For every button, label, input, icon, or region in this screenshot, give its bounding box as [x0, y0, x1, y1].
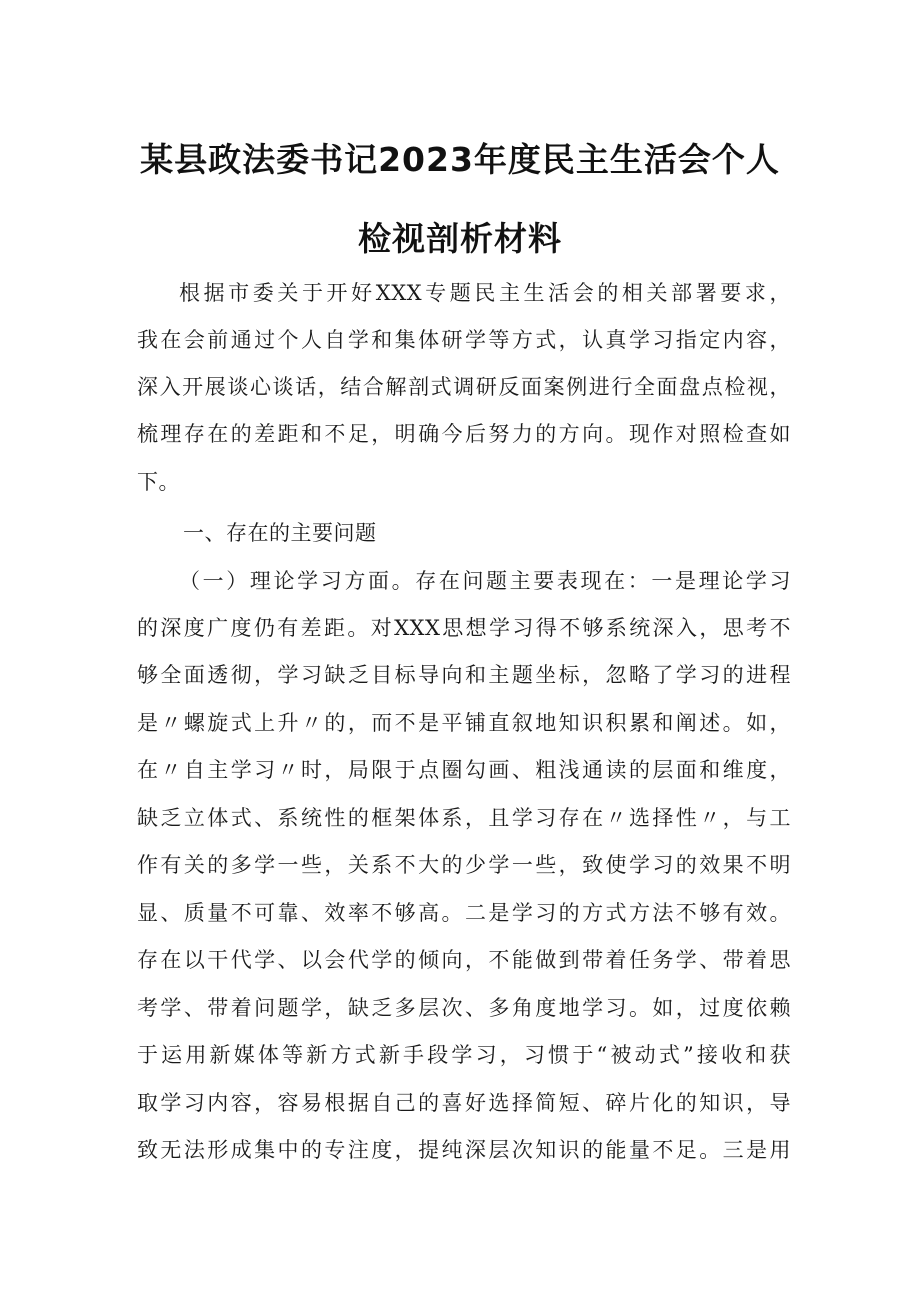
paragraph-2-line: 缺乏立体式、系统性的框架体系，且学习存在〃选择性〃，与工	[137, 806, 791, 830]
paragraph-2-line: 是〃螺旋式上升〃的，而不是平铺直叙地知识积累和阐述。如，	[137, 711, 791, 735]
paragraph-1-line: 下。	[137, 470, 180, 494]
paragraph-2-line: 够全面透彻，学习缺乏目标导向和主题坐标，忽略了学习的进程	[137, 663, 791, 687]
paragraph-1-line: 我在会前通过个人自学和集体研学等方式，认真学习指定内容，	[137, 328, 791, 352]
paragraph-2-line: 的深度广度仍有差距。对XXX思想学习得不够系统深入，思考不	[137, 616, 791, 640]
paragraph-2-line: 显、质量不可靠、效率不够高。二是学习的方式方法不够有效。	[137, 901, 791, 925]
paragraph-2-line: 致无法形成集中的专注度，提纯深层次知识的能量不足。三是用	[137, 1138, 791, 1162]
paragraph-1-line: 梳理存在的差距和不足，明确今后努力的方向。现作对照检查如	[137, 422, 791, 446]
paragraph-2-line: 于运用新媒体等新方式新手段学习，习惯于“被动式”接收和获	[137, 1043, 791, 1067]
paragraph-2-line: 取学习内容，容易根据自己的喜好选择简短、碎片化的知识，导	[137, 1091, 791, 1115]
document-title-line-2: 检视剖析材料	[358, 219, 562, 258]
paragraph-2-line: 在〃自主学习〃时，局限于点圈勾画、粗浅通读的层面和维度，	[137, 758, 791, 782]
paragraph-2-line: 作有关的多学一些，关系不大的少学一些，致使学习的效果不明	[137, 853, 791, 877]
paragraph-2-line: 存在以干代学、以会代学的倾向，不能做到带着任务学、带着思	[137, 948, 791, 972]
section-heading: 一、存在的主要问题	[183, 521, 377, 545]
paragraph-2-line: （一）理论学习方面。存在问题主要表现在：一是理论学习	[179, 569, 791, 593]
paragraph-1-line: 深入开展谈心谈话，结合解剖式调研反面案例进行全面盘点检视，	[137, 375, 791, 399]
paragraph-2-line: 考学、带着问题学，缺乏多层次、多角度地学习。如，过度依赖	[137, 996, 791, 1020]
paragraph-1-line: 根据市委关于开好XXX专题民主生活会的相关部署要求，	[179, 281, 791, 305]
document-title-line-1: 某县政法委书记2023年度民主生活会个人	[140, 140, 780, 179]
